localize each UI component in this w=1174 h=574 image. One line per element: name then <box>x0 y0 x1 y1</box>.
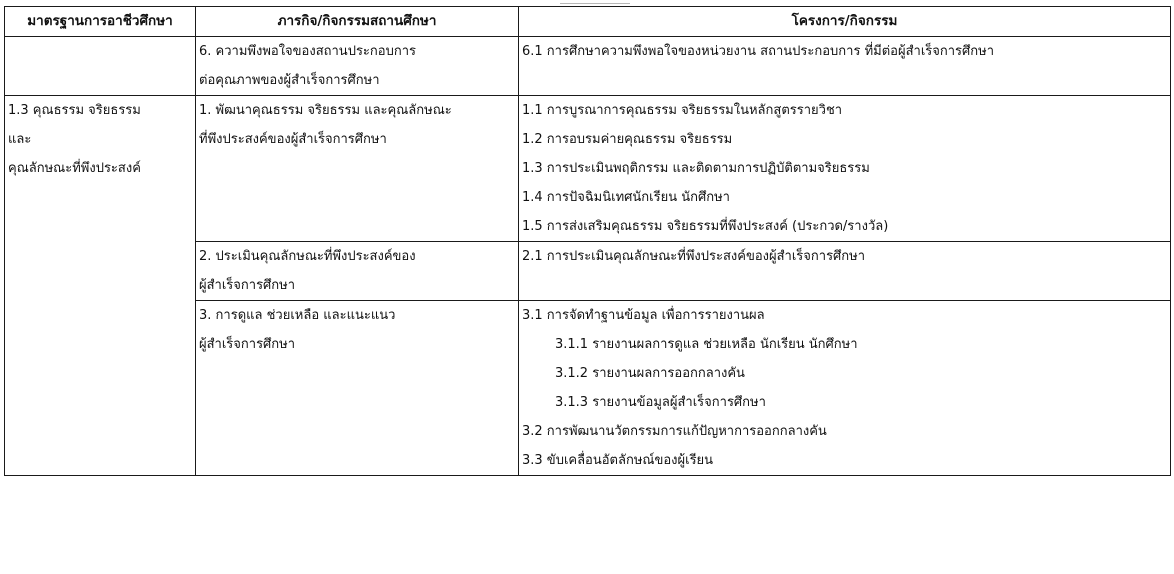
project-subitem: 3.1.2 รายงานผลการออกกลางคัน <box>555 366 745 381</box>
project-item: 1.1 การบูรณาการคุณธรรม จริยธรรมในหลักสูตรรายวิชา <box>522 103 843 118</box>
project-item: 1.5 การส่งเสริมคุณธรรม จริยธรรมที่พึงประสงค์ (ประกวด/รางวัล) <box>522 219 889 234</box>
column-header-standard: มาตรฐานการอาชีวศึกษา <box>5 7 196 37</box>
cell-line: 6. ความพึงพอใจของสถานประกอบการ <box>199 44 416 59</box>
cell-line: คุณลักษณะที่พึงประสงค์ <box>8 161 141 176</box>
projects-cell <box>519 96 1171 242</box>
project-item: 1.4 การปัจฉิมนิเทศนักเรียน นักศึกษา <box>522 190 730 205</box>
cell-line: ต่อคุณภาพของผู้สำเร็จการศึกษา <box>199 73 380 88</box>
project-item: 1.2 การอบรมค่ายคุณธรรม จริยธรรม <box>522 132 733 147</box>
project-item: 3.2 การพัฒนานวัตกรรมการแก้ปัญหาการออกกลางคัน <box>522 424 827 439</box>
standard-cell-empty <box>5 37 196 96</box>
header-remnant <box>560 0 630 4</box>
cell-line: 1. พัฒนาคุณธรรม จริยธรรม และคุณลักษณะ <box>199 103 452 118</box>
table-row <box>5 37 1171 96</box>
standards-table <box>4 6 1171 476</box>
table-row <box>5 96 1171 242</box>
cell-line: 1.3 คุณธรรม จริยธรรม <box>8 103 141 118</box>
mission-cell <box>196 242 519 301</box>
project-item: 1.3 การประเมินพฤติกรรม และติดตามการปฏิบัติตามจริยธรรม <box>522 161 870 176</box>
cell-line: และ <box>8 132 32 147</box>
standard-cell <box>5 96 196 476</box>
cell-line: ที่พึงประสงค์ของผู้สำเร็จการศึกษา <box>199 132 387 147</box>
mission-cell <box>196 37 519 96</box>
projects-cell <box>519 242 1171 301</box>
cell-line: 3. การดูแล ช่วยเหลือ และแนะแนว <box>199 308 396 323</box>
projects-cell <box>519 301 1171 476</box>
project-item: 3.1 การจัดทำฐานข้อมูล เพื่อการรายงานผล <box>522 308 765 323</box>
mission-cell <box>196 96 519 242</box>
project-item: 6.1 การศึกษาความพึงพอใจของหน่วยงาน สถานประกอบการ ที่มีต่อผู้สำเร็จการศึกษา <box>522 44 995 59</box>
project-subitem: 3.1.1 รายงานผลการดูแล ช่วยเหลือ นักเรียน นักศึกษา <box>555 337 858 352</box>
project-item: 3.3 ขับเคลื่อนอัตลักษณ์ของผู้เรียน <box>522 453 714 468</box>
column-header-mission: ภารกิจ/กิจกรรมสถานศึกษา <box>196 7 519 37</box>
column-header-projects: โครงการ/กิจกรรม <box>519 7 1171 37</box>
cell-line: ผู้สำเร็จการศึกษา <box>199 337 296 352</box>
projects-cell <box>519 37 1171 96</box>
project-subitem: 3.1.3 รายงานข้อมูลผู้สำเร็จการศึกษา <box>555 395 766 410</box>
cell-line: ผู้สำเร็จการศึกษา <box>199 278 296 293</box>
cell-line: 2. ประเมินคุณลักษณะที่พึงประสงค์ของ <box>199 249 416 264</box>
mission-cell <box>196 301 519 476</box>
project-item: 2.1 การประเมินคุณลักษณะที่พึงประสงค์ของผู้สำเร็จการศึกษา <box>522 249 866 264</box>
table-header-row <box>5 7 1171 37</box>
